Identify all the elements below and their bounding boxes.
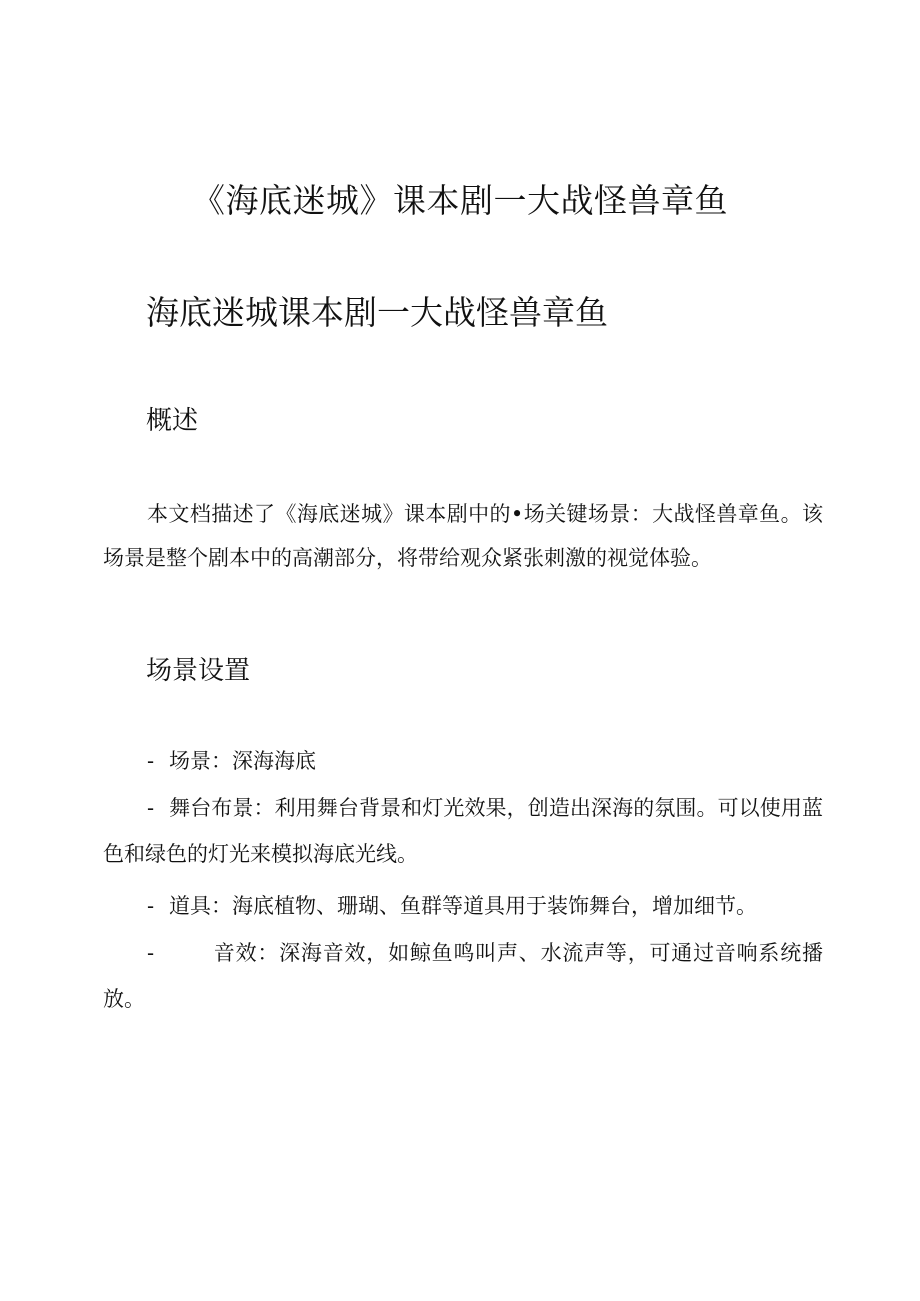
list-dash: -	[147, 749, 155, 773]
document-title: 《海底迷城》课本剧一大战怪兽章鱼	[192, 181, 728, 220]
scene-setup-item	[103, 883, 823, 929]
list-dash: -	[147, 796, 155, 820]
scene-setup-item	[103, 738, 823, 784]
list-dash: -	[147, 894, 155, 918]
scene-setup-item	[103, 930, 823, 1022]
document-subtitle: 海底迷城课本剧一大战怪兽章鱼	[146, 293, 608, 332]
list-dash: -	[147, 941, 155, 965]
list-item-text: 音效：深海音效，如鲸鱼鸣叫声、水流声等，可通过音响系统播放。	[103, 941, 823, 1011]
list-item-text: 舞台布景：利用舞台背景和灯光效果，创造出深海的氛围。可以使用蓝色和绿色的灯光来模拟海底光线。	[103, 796, 823, 866]
list-item-text: 道具：海底植物、珊瑚、鱼群等道具用于装饰舞台，增加细节。	[169, 894, 757, 918]
overview-heading: 概述	[146, 406, 199, 436]
list-item-text: 场景：深海海底	[169, 749, 316, 773]
scene-setup-heading: 场景设置	[146, 656, 251, 686]
scene-setup-item	[103, 785, 823, 877]
overview-paragraph: 本文档描述了《海底迷城》课本剧中的•场关键场景：大战怪兽章鱼。该场景是整个剧本中的高潮部分，将带给观众紧张刺激的视觉体验。	[103, 502, 823, 570]
